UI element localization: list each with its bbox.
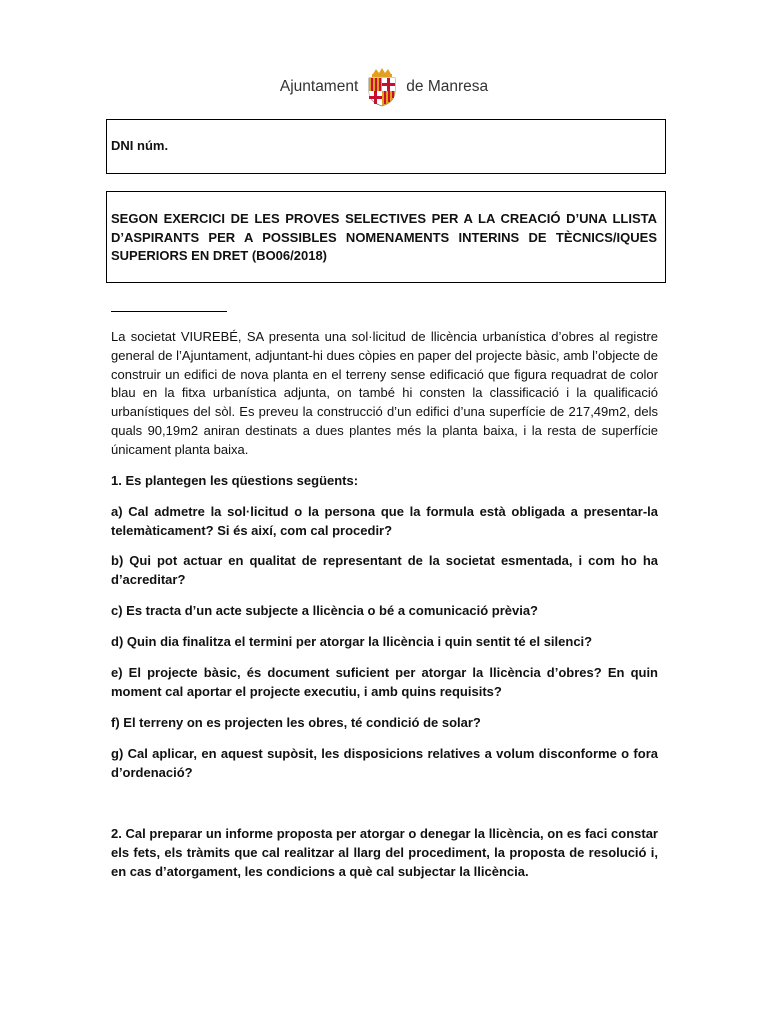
manresa-coat-of-arms-icon (364, 67, 400, 107)
question-g: g) Cal aplicar, en aquest supòsit, les disposicions relatives a volum disconforme o fora d’ordenació? (111, 746, 658, 780)
question-f: f) El terreny on es projecten les obres, té condició de solar? (111, 715, 481, 730)
page-header (0, 62, 768, 112)
exam-title-box (106, 191, 666, 283)
question-d: d) Quin dia finalitza el termini per atorgar la llicència i quin sentit té el silenci? (111, 634, 593, 649)
question-e: e) El projecte bàsic, és document suficient per atorgar la llicència d’obres? En quin moment cal aportar el projecte executiu, i amb quins requisits? (111, 665, 658, 699)
section-2-paragraph: 2. Cal preparar un informe proposta per atorgar o denegar la llicència, on es faci constar els fets, els tràmits que cal realitzar al llarg del procediment, la proposta de resolució i, en cas d’atorgament, les condicions a què cal subjectar la llicència. (111, 826, 658, 879)
question-a: a) Cal admetre la sol·licitud o la persona que la formula està obligada a presentar-la telemàticament? Si és així, com cal procedir? (111, 504, 658, 538)
header-right-text: de Manresa (406, 78, 489, 95)
dni-label: DNI núm. (111, 138, 169, 153)
question-b: b) Qui pot actuar en qualitat de representant de la societat esmentada, i com ho ha d’acreditar? (111, 553, 658, 587)
question-c: c) Es tracta d’un acte subjecte a llicència o bé a comunicació prèvia? (111, 603, 538, 618)
intro-paragraph: La societat VIUREBÉ, SA presenta una sol·licitud de llicència urbanística d’obres al registre general de l’Ajuntament, adjuntant-hi dues còpies en paper del projecte bàsic, amb l’objecte de construir un edifici de nova planta en el terreny sense edificació que figura requadrat de color blau en la fitxa urbanística adjunta, on també hi consten la classificació i la qualificació urbanístiques del sòl. Es preveu la construcció d’un edifici d’una superfície de 217,49m2, dels quals 90,19m2 aniran destinats a dues plantes més la planta baixa, i la resta de superfície únicament planta baixa. (111, 329, 658, 457)
exam-title: SEGON EXERCICI DE LES PROVES SELECTIVES PER A LA CREACIÓ D’UNA LLISTA D’ASPIRANTS PER A POSSIBLES NOMENAMENTS INTERINS DE TÈCNICS/IQUES SUPERIORS EN DRET (BO06/2018) (111, 211, 657, 263)
dni-box (106, 119, 666, 174)
section-divider (111, 311, 227, 312)
header-left-text: Ajuntament (279, 78, 359, 95)
section-1-heading: 1. Es plantegen les qüestions següents: (111, 473, 359, 488)
